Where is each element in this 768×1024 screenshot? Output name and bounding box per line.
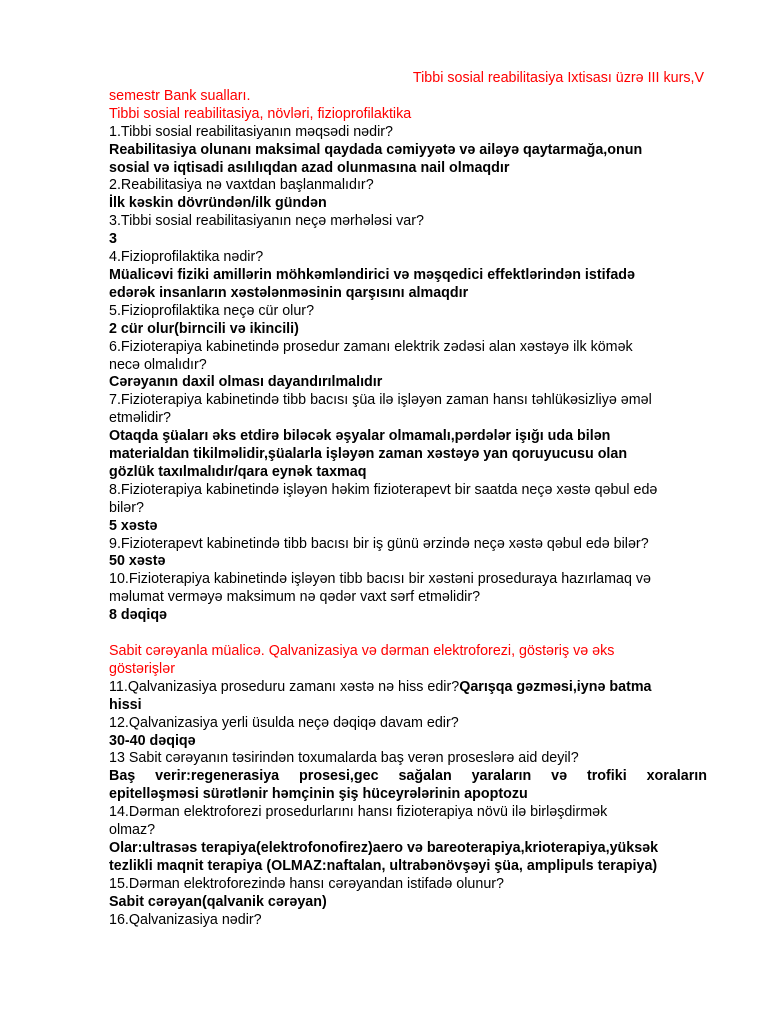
answer-3: 3 [109, 231, 117, 248]
question-7-line2: etməlidir? [109, 410, 171, 427]
question-5: 5.Fizioprofilaktika neçə cür olur? [109, 302, 315, 319]
answer-7-line1: Otaqda şüaları əks etdirə biləcək əşyalar olmamalı,pərdələr işığı uda bilən [109, 428, 611, 445]
answer-7-line3: gözlük taxılmalıdır/qara eynək taxmaq [109, 463, 367, 480]
section-title-galvanization-line1: Sabit cərəyanla müalicə. Qalvanizasiya və dərman elektroforezi, göstəriş və əks [109, 642, 615, 659]
question-7-line1: 7.Fizioterapiya kabinetində tibb bacısı şüa ilə işləyən zaman hansı təhlükəsizliyə əməl [109, 392, 652, 409]
question-8-line1: 8.Fizioterapiya kabinetində işləyən həkim fizioterapevt bir saatda neçə xəstə qəbul edə [109, 481, 658, 498]
answer-1-line1: Reabilitasiya olunanı maksimal qaydada cəmiyyətə və ailəyə qaytarmağa,onun [109, 141, 643, 158]
answer-14-line1: Olar:ultrasəs terapiya(elektrofonofirez)aero və bareoterapiya,krioterapiya,yüksək [109, 839, 659, 856]
answer-5: 2 cür olur(birncili və ikincili) [109, 320, 299, 337]
question-13: 13 Sabit cərəyanın təsirindən toxumalarda baş verən proseslərə aid deyil? [109, 750, 579, 767]
question-10-line2: məlumat verməyə maksimum nə qədər vaxt sərf etməlidir? [109, 589, 481, 606]
question-9: 9.Fizioterapevt kabinetində tibb bacısı bir iş günü ərzində neçə xəstə qəbul edə bilər? [109, 535, 649, 552]
question-6-line1: 6.Fizioterapiya kabinetində prosedur zamanı elektrik zədəsi alan xəstəyə ilk kömək [109, 338, 633, 355]
answer-8: 5 xəstə [109, 517, 158, 534]
header-title-line2: semestr Bank sualları. [109, 87, 251, 104]
question-10-line1: 10.Fizioterapiya kabinetində işləyən tibb bacısı bir xəstəni proseduraya hazırlamaq və [109, 571, 651, 588]
answer-11-line2: hissi [109, 696, 142, 713]
answer-13-line2: epitelləşməsi sürətlənir həmçinin şiş hüceyrələrinin apoptozu [109, 786, 528, 803]
document-body [109, 70, 707, 929]
question-2: 2.Reabilitasiya nə vaxtdan başlanmalıdır? [109, 177, 374, 194]
question-15: 15.Dərman elektroforezində hansı cərəyandan istifadə olunur? [109, 875, 504, 892]
question-12: 12.Qalvanizasiya yerli üsulda neçə dəqiqə davam edir? [109, 714, 459, 731]
question-4: 4.Fizioprofilaktika nədir? [109, 249, 264, 266]
answer-9: 50 xəstə [109, 553, 166, 570]
question-14-line1: 14.Dərman elektroforezi prosedurlarını hansı fizioterapiya növü ilə birləşdirmək [109, 804, 608, 821]
section-title-rehabilitation: Tibbi sosial reabilitasiya, növləri, fizioprofilaktika [109, 105, 412, 122]
answer-4-line2: edərək insanların xəstələnməsinin qarşısını almaqdır [109, 284, 469, 301]
section-title-galvanization-line2: göstərişlər [109, 660, 175, 677]
answer-10: 8 dəqiqə [109, 607, 167, 624]
question-8-line2: bilər? [109, 499, 144, 516]
question-14-line2: olmaz? [109, 822, 156, 839]
question-1: 1.Tibbi sosial reabilitasiyanın məqsədi nədir? [109, 123, 393, 140]
answer-15: Sabit cərəyan(qalvanik cərəyan) [109, 893, 327, 910]
header-title-line1: Tibbi sosial reabilitasiya Ixtisası üzrə III kurs,V [412, 70, 704, 86]
question-11-text: 11.Qalvanizasiya proseduru zamanı xəstə nə hiss edir? [109, 678, 460, 695]
answer-1-line2: sosial və iqtisadi asılılıqdan azad olunmasına nail olmaqdır [109, 159, 510, 176]
answer-2: İlk kəskin dövründən/ilk gündən [109, 195, 327, 212]
answer-13-line1: Baş verir:regenerasiya prosesi,gec sağalan yaraların və trofiki xoraların [109, 768, 707, 785]
blank-line [109, 625, 707, 643]
answer-7-line2: materialdan tikilməlidir,şüalarla işləyən zaman xəstəyə yan qoruyucusu olan [109, 446, 628, 463]
question-11 [109, 679, 707, 697]
answer-4-line1: Müalicəvi fiziki amillərin möhkəmləndirici və məşqedici effektlərindən istifadə [109, 266, 635, 283]
question-3: 3.Tibbi sosial reabilitasiyanın neçə mərhələsi var? [109, 213, 424, 230]
question-16: 16.Qalvanizasiya nədir? [109, 911, 262, 928]
answer-11-line1: Qarışqa gəzməsi,iynə batma [459, 678, 652, 695]
answer-6: Cərəyanın daxil olması dayandırılmalıdır [109, 374, 383, 391]
answer-14-line2: tezlikli maqnit terapiya (OLMAZ:naftalan, ultrabənövşəyi şüa, amplipuls terapiya) [109, 857, 658, 874]
answer-12: 30-40 dəqiqə [109, 732, 196, 749]
question-6-line2: necə olmalıdır? [109, 356, 207, 373]
